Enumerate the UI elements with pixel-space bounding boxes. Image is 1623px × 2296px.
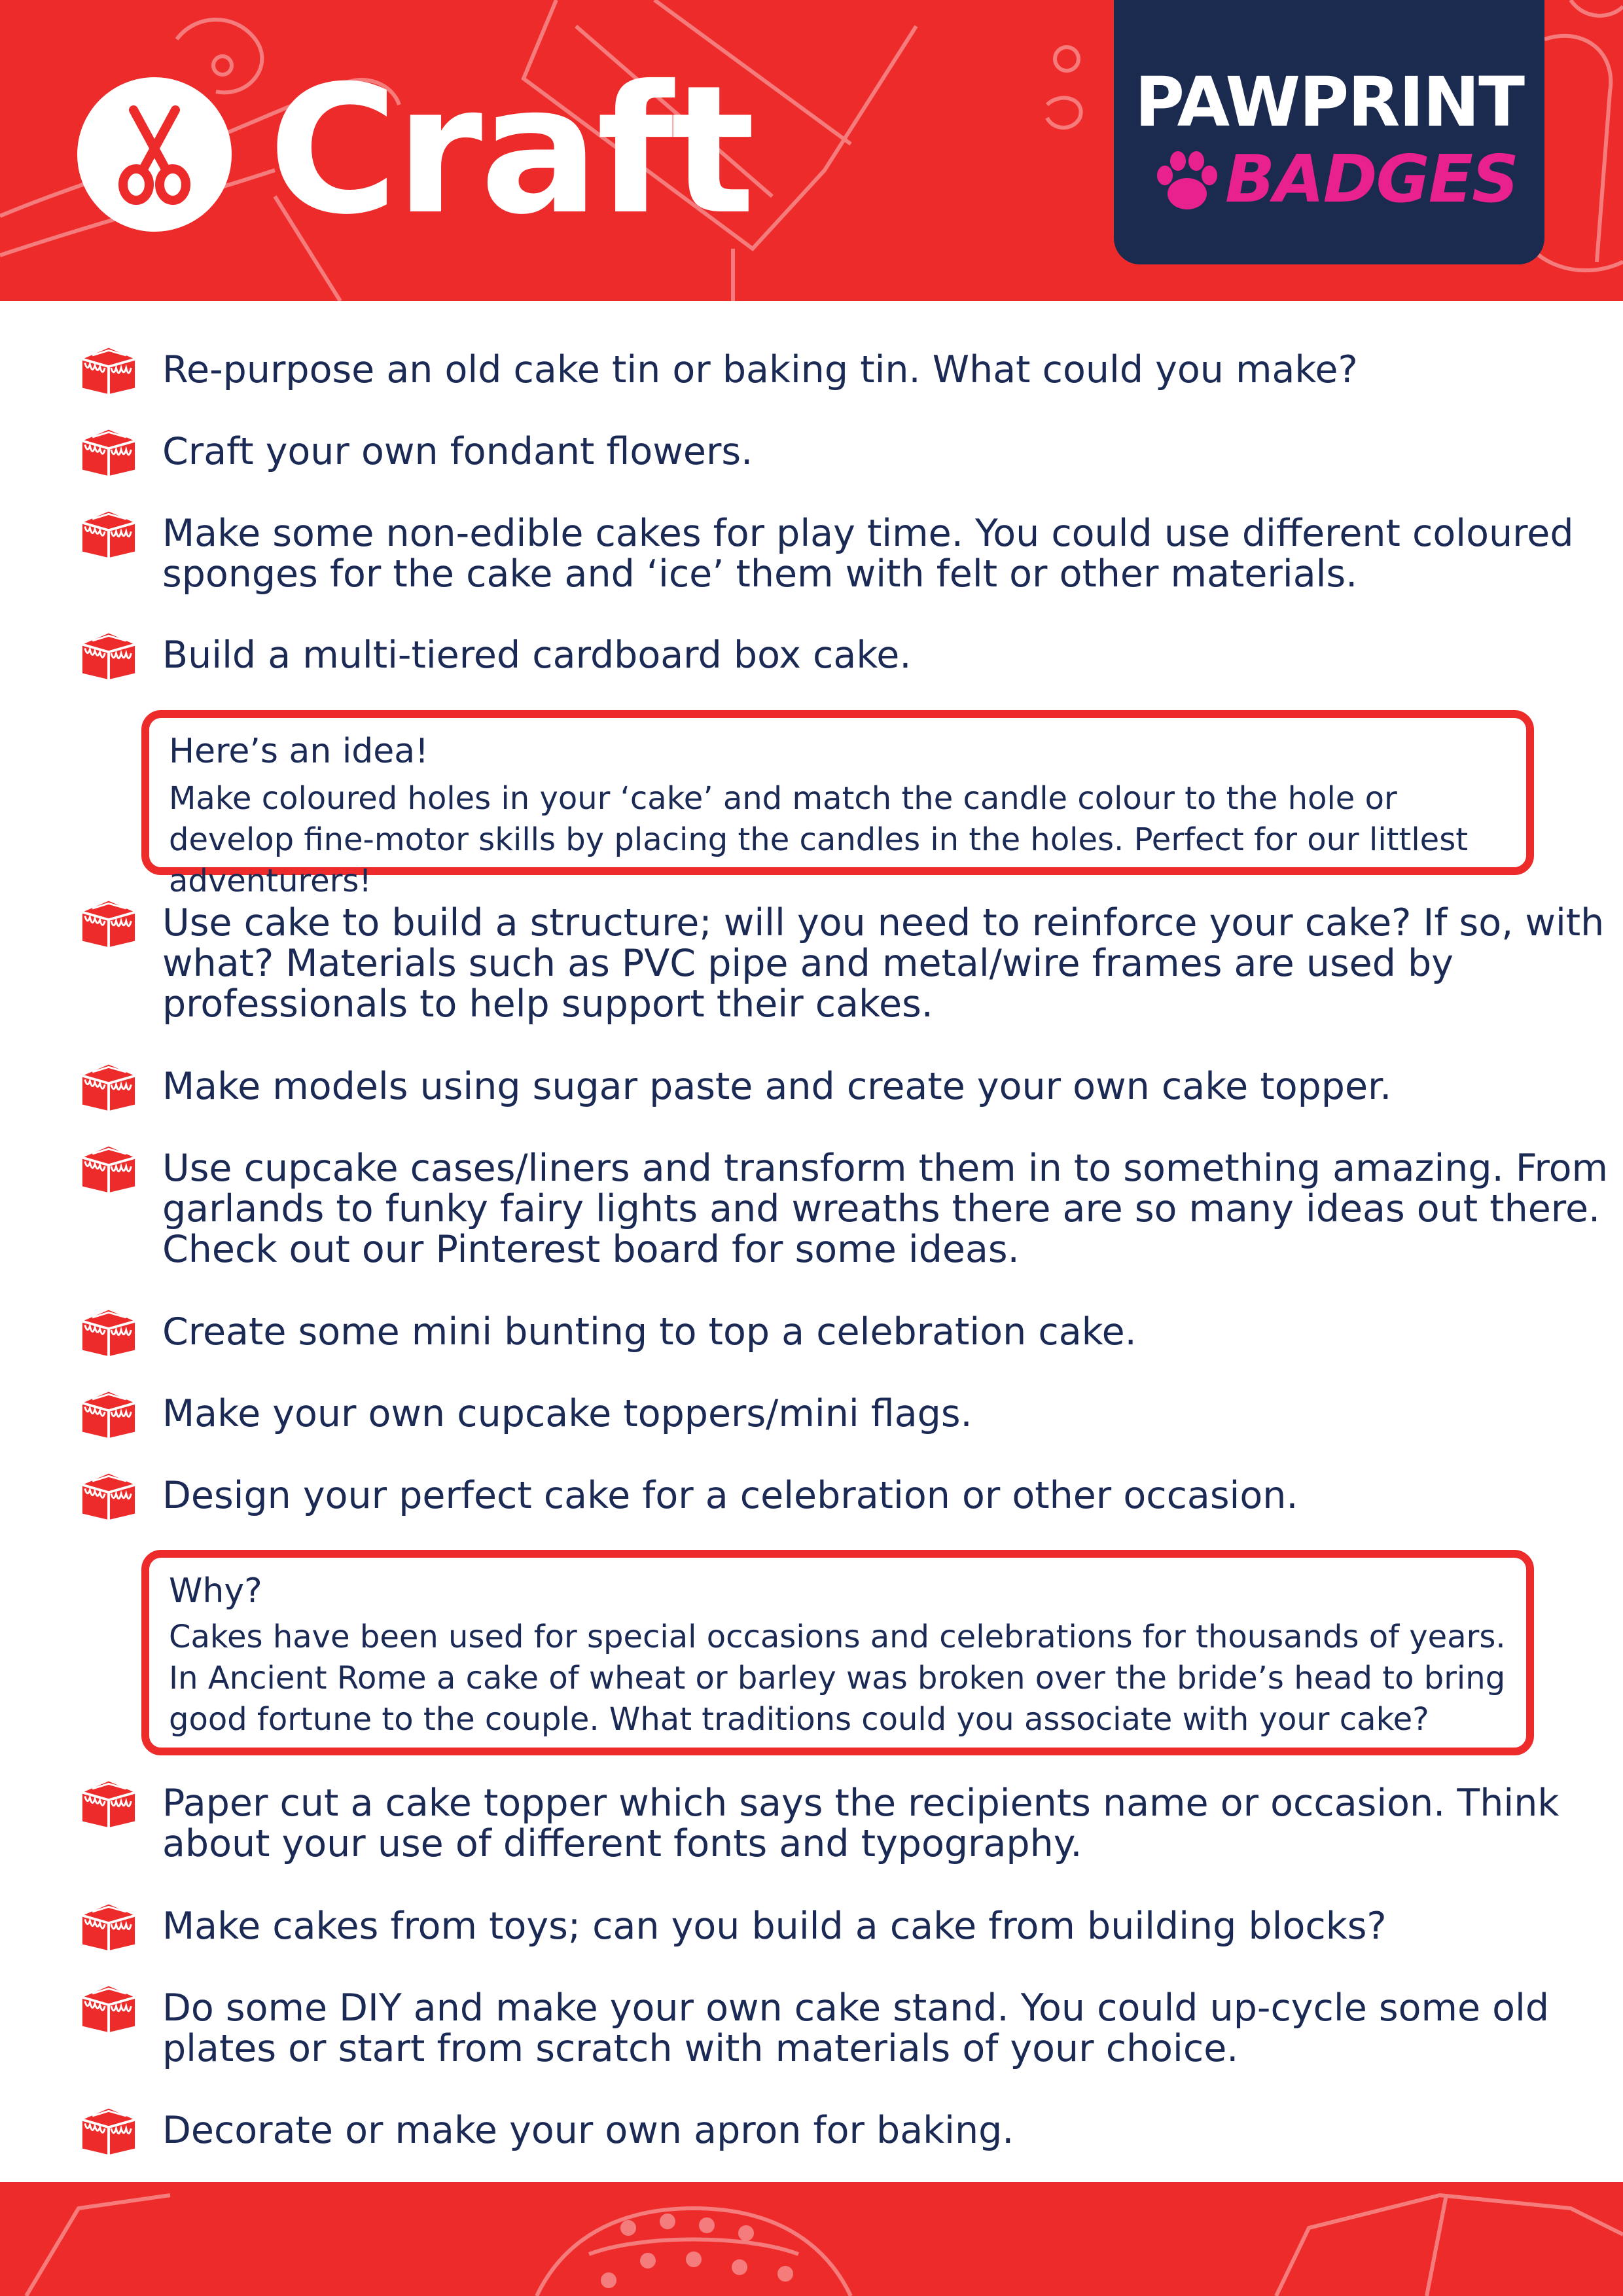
list-item-text: Make your own cupcake toppers/mini flags. [162, 1392, 972, 1435]
logo-text-badges: BADGES [1225, 141, 1518, 217]
cake-icon [77, 1140, 140, 1195]
cake-icon [77, 1898, 140, 1953]
list-item-text: Paper cut a cake topper which says the recipients name or occasion. Think about your use of different fonts and typography. [162, 1782, 1560, 1865]
list-item-text: Re-purpose an old cake tin or baking tin. What could you make? [162, 348, 1358, 391]
cake-icon [77, 1058, 140, 1113]
cake-icon [77, 2102, 140, 2157]
list-item-text: Use cake to build a structure; will you need to reinforce your cake? If so, with what? Materials such as PVC pipe and metal/wire frames are used by professionals to help support their cakes. [162, 901, 1605, 1026]
cake-icon [77, 627, 140, 682]
cake-pattern-decoration [0, 2182, 1623, 2296]
pawprint-badges-logo [1114, 0, 1544, 264]
cake-icon [77, 342, 140, 397]
idea-callout-box [141, 710, 1534, 899]
page-title: Craft [268, 47, 753, 253]
cake-icon [77, 895, 140, 950]
list-item-text: Craft your own fondant flowers. [162, 430, 753, 473]
paw-icon [1153, 149, 1221, 215]
callout-title: Here’s an idea! [169, 732, 429, 771]
logo-text-pawprint: PAWPRINT [1134, 62, 1524, 142]
list-item-text: Make some non-edible cakes for play time. You could use different coloured sponges for the cake and ‘ice’ them with felt or other materials. [162, 512, 1574, 596]
list-item-text: Create some mini bunting to top a celebration cake. [162, 1310, 1137, 1354]
header-banner [0, 0, 1623, 301]
cake-icon [77, 1386, 140, 1441]
cake-icon [77, 1304, 140, 1359]
callout-body: Cakes have been used for special occasions and celebrations for thousands of years. In Ancient Rome a cake of wheat or barley was broken over the bride’s head to bring good fortune to the couple. What traditions could you associate with your cake? [169, 1619, 1506, 1738]
cake-icon [77, 505, 140, 560]
list-item-text: Make models using sugar paste and create your own cake topper. [162, 1065, 1392, 1108]
footer-banner [0, 2182, 1623, 2296]
callout-body: Make coloured holes in your ‘cake’ and match the candle colour to the hole or develop fine-motor skills by placing the candles in the holes. Perfect for our littlest adventurers! [169, 780, 1469, 899]
list-item-text: Use cupcake cases/liners and transform them in to something amazing. From garlands to funky fairy lights and wreaths there are so many ideas out there. Check out our Pinterest board for some ideas. [162, 1147, 1609, 1271]
callout-title: Why? [169, 1571, 262, 1611]
why-callout-box [141, 1550, 1534, 1755]
cake-icon [77, 1467, 140, 1522]
list-item-text: Decorate or make your own apron for baking. [162, 2109, 1014, 2152]
cake-icon [77, 1775, 140, 1830]
cake-icon [77, 423, 140, 478]
cake-icon [77, 1980, 140, 2035]
logo-bottom-row [1153, 140, 1520, 219]
scissors-badge [77, 77, 232, 232]
list-item-text: Make cakes from toys; can you build a cake from building blocks? [162, 1905, 1387, 1948]
scissors-icon [102, 102, 207, 207]
list-item-text: Build a multi-tiered cardboard box cake. [162, 634, 912, 677]
list-item-text: Do some DIY and make your own cake stand. You could up-cycle some old plates or start from scratch with materials of your choice. [162, 1986, 1550, 2070]
list-item-text: Design your perfect cake for a celebration or other occasion. [162, 1474, 1298, 1517]
